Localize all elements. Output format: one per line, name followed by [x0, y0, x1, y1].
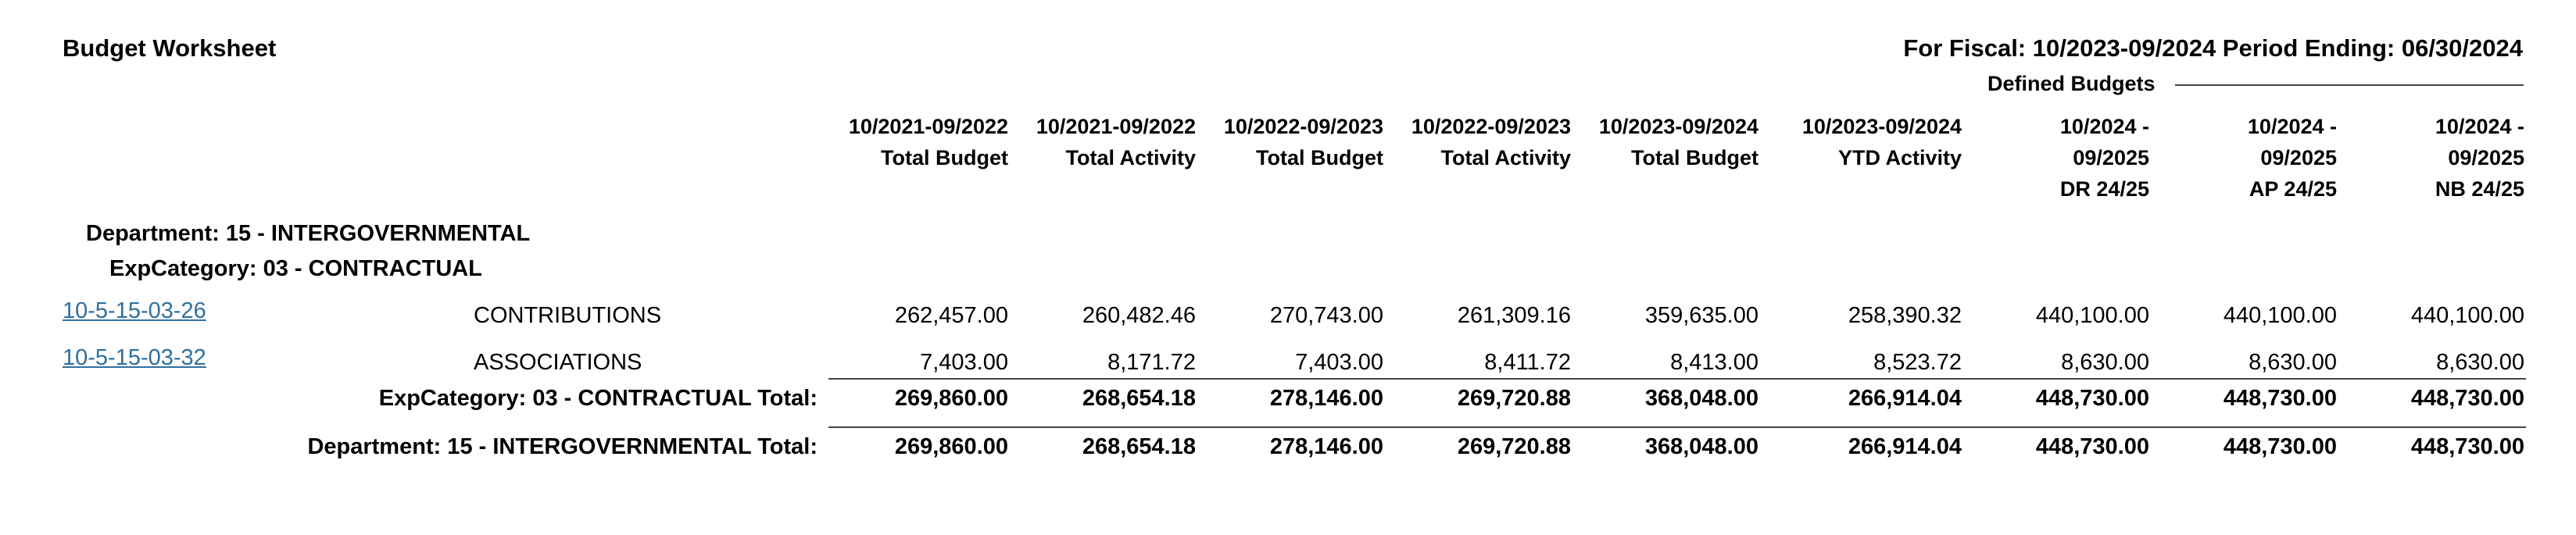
total-cell: 266,914.04 — [1848, 434, 1962, 459]
table-cell: 7,403.00 — [920, 350, 1008, 375]
total-cell: 269,720.88 — [1457, 386, 1571, 411]
account-description: ASSOCIATIONS — [474, 350, 642, 375]
column-header-line2: 09/2025 — [2260, 146, 2337, 169]
department-total-label: Department: 15 - INTERGOVERNMENTAL Total: — [307, 434, 818, 459]
column-header-line3: NB 24/25 — [2435, 177, 2524, 201]
category-heading: ExpCategory: 03 - CONTRACTUAL — [109, 256, 482, 281]
column-header-line2: Total Activity — [1065, 146, 1196, 169]
total-cell: 266,914.04 — [1848, 386, 1962, 411]
defined-budgets-label: Defined Budgets — [1987, 72, 2156, 95]
total-cell: 278,146.00 — [1269, 434, 1383, 459]
table-cell: 270,743.00 — [1269, 303, 1383, 328]
total-cell: 368,048.00 — [1644, 386, 1758, 411]
table-cell: 8,630.00 — [2436, 350, 2524, 375]
total-cell: 268,654.18 — [1082, 434, 1196, 459]
total-cell: 268,654.18 — [1082, 386, 1196, 411]
column-header-line1: 10/2024 - — [2059, 115, 2149, 138]
department-heading: Department: 15 - INTERGOVERNMENTAL — [86, 221, 531, 246]
column-header-line2: 09/2025 — [2073, 146, 2149, 169]
column-header-5 — [1599, 111, 1758, 173]
category-total-label: ExpCategory: 03 - CONTRACTUAL Total: — [378, 386, 818, 411]
table-cell: 8,523.72 — [1873, 350, 1962, 375]
column-header-line1: 10/2021-09/2022 — [848, 115, 1008, 138]
column-header-6 — [1802, 111, 1962, 173]
total-cell: 269,860.00 — [894, 434, 1008, 459]
column-header-line1: 10/2023-09/2024 — [1801, 115, 1962, 138]
column-header-line3: DR 24/25 — [2059, 177, 2149, 201]
table-cell: 440,100.00 — [2410, 303, 2524, 328]
column-header-line2: Total Budget — [881, 146, 1008, 169]
total-cell: 278,146.00 — [1269, 386, 1383, 411]
column-header-line3: AP 24/25 — [2249, 177, 2337, 201]
column-header-line2: Total Activity — [1440, 146, 1571, 169]
column-header-line1: 10/2021-09/2022 — [1036, 115, 1196, 138]
defined-budgets-rule — [2175, 84, 2524, 86]
table-cell: 261,309.16 — [1457, 303, 1571, 328]
table-cell: 8,630.00 — [2061, 350, 2149, 375]
total-rule — [828, 426, 2526, 428]
table-cell: 260,482.46 — [1082, 303, 1196, 328]
table-cell: 8,630.00 — [2249, 350, 2337, 375]
total-cell: 269,720.88 — [1457, 434, 1571, 459]
fiscal-period: For Fiscal: 10/2023-09/2024 Period Ending: 06/30/2024 — [1903, 34, 2523, 62]
column-header-line2: YTD Activity — [1837, 146, 1962, 169]
column-header-line1: 10/2023-09/2024 — [1598, 115, 1758, 138]
column-header-line1: 10/2022-09/2023 — [1411, 115, 1571, 138]
subtotal-rule — [828, 378, 2526, 380]
total-cell: 448,730.00 — [2035, 386, 2149, 411]
column-header-9 — [2435, 111, 2524, 205]
total-cell: 448,730.00 — [2223, 434, 2337, 459]
column-header-line1: 10/2024 - — [2247, 115, 2337, 138]
column-header-line2: Total Budget — [1256, 146, 1383, 169]
account-link[interactable]: 10-5-15-03-26 — [63, 298, 206, 323]
column-header-4 — [1411, 111, 1571, 173]
table-cell: 7,403.00 — [1295, 350, 1383, 375]
column-header-line2: 09/2025 — [2448, 146, 2524, 169]
account-description: CONTRIBUTIONS — [474, 303, 662, 328]
table-cell: 359,635.00 — [1644, 303, 1758, 328]
column-header-line1: 10/2022-09/2023 — [1223, 115, 1383, 138]
total-cell: 448,730.00 — [2410, 434, 2524, 459]
table-cell: 8,413.00 — [1670, 350, 1758, 375]
total-cell: 269,860.00 — [894, 386, 1008, 411]
column-header-7 — [2060, 111, 2149, 205]
table-cell: 258,390.32 — [1848, 303, 1962, 328]
report-title: Budget Worksheet — [63, 34, 277, 62]
column-header-3 — [1224, 111, 1383, 173]
table-cell: 8,411.72 — [1484, 350, 1571, 375]
total-cell: 448,730.00 — [2035, 434, 2149, 459]
total-cell: 368,048.00 — [1644, 434, 1758, 459]
table-cell: 8,171.72 — [1107, 350, 1196, 375]
table-cell: 262,457.00 — [894, 303, 1008, 328]
table-cell: 440,100.00 — [2223, 303, 2337, 328]
column-header-8 — [2248, 111, 2337, 205]
column-header-2 — [1036, 111, 1196, 173]
account-link[interactable]: 10-5-15-03-32 — [63, 345, 206, 370]
total-cell: 448,730.00 — [2410, 386, 2524, 411]
total-cell: 448,730.00 — [2223, 386, 2337, 411]
column-header-1 — [849, 111, 1008, 173]
table-cell: 440,100.00 — [2035, 303, 2149, 328]
column-header-line1: 10/2024 - — [2435, 115, 2524, 138]
column-header-line2: Total Budget — [1631, 146, 1758, 169]
